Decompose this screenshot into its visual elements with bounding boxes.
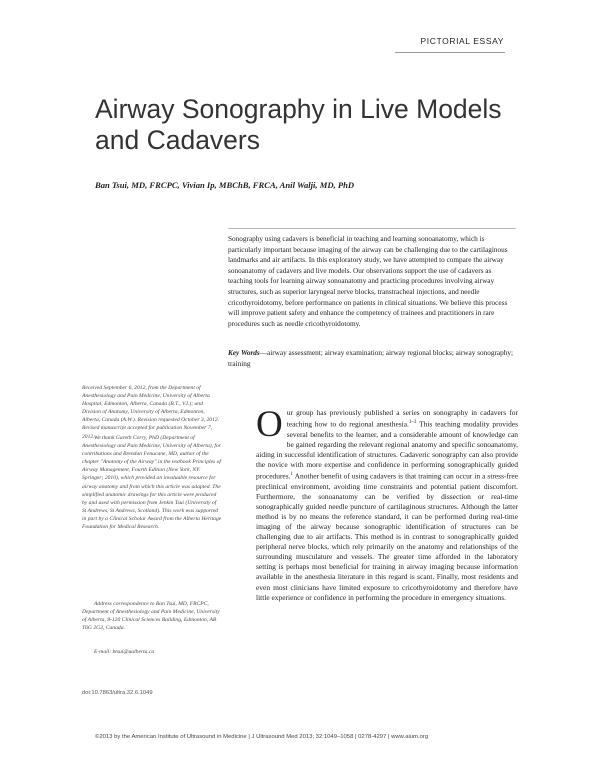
journal-footer: ©2013 by the American Institute of Ultrasound in Medicine | J Ultrasound Med 2013; 32:1049–1058 | 0278-4297 | www.aium.org [95, 734, 429, 740]
abstract: Sonography using cadavers is beneficial in teaching and learning sonoanatomy, which is particularly important because imaging of the airway can be challenging due to the cartilaginous landmarks and air artifacts. In this exploratory study, we have attempted to compare the airway sonoanatomy of cadavers and live models. Our observations support the use of cadavers as teaching tools for learning airway sonoanatomy and practicing procedures involving airway structures, such as superior laryngeal nerve blocks, transtracheal injections, and needle cricothyroidotomy, before performance on patients in clinical situations. We believe this process will improve patient safety and enhance the competency of trainees and practitioners in rare procedures such as needle cricothyroidotomy. [228, 235, 508, 328]
title-line-2: and Cadavers [95, 125, 260, 155]
title-line-1: Airway Sonography in Live Models [95, 94, 502, 124]
author-list: Ban Tsui, MD, FRCPC, Vivian Ip, MBChB, FRCA, Anil Walji, MD, PhD [95, 180, 355, 190]
received-note: Received September 6, 2012, from the Department of Anesthesiology and Pain Medicine, University of Alberta Hospital, Edmonton, Alberta, Canada (B.T., V.I.); and Division of Anatomy, University of Alberta, Edmonton, Alberta, Canada (A.W.). Revision requested October 3, 2012. Revised manuscript accepted for publication November 7, 2012. [82, 385, 220, 440]
body-part-1: This teaching modality provides several benefits to the learner, and a considerable amount of knowledge can be gained regarding the relevant regional anatomy and specific sonoanatomy, aiding in successful identification of structures. Cadaveric sonography can also provide the novice with more expertise and confidence in performing sonographically guided procedures. [256, 419, 519, 481]
drop-cap: O [256, 404, 283, 445]
body-text [256, 404, 519, 603]
section-label: PICTORIAL ESSAY [420, 36, 504, 46]
acknowledgment-note: We thank Gareth Corry, PhD (Department of Anesthesiology and Pain Medicine, University of Alberta), for contributions and Brendan Fenucane, MD, author of the chapter "Anatomy of the Airway" in the textbook Principles of Airway Management, Fourth Edition (New York, NY: Springer; 2010), which provided an invaluable resource for airway anatomy and from which this article was adapted. The simplified anatomic drawings for this article were produced by and used with permission from Jenkin Tsui (University of St Andrews, St Andrews, Scotland). This work was supported in part by a Clinical Scholar Award from the Alberta Heritage Foundation for Medical Research. [82, 435, 222, 531]
email-note: E-mail: btsui@ualberta.ca [94, 649, 155, 655]
correspondence-note: Address correspondence to Ban Tsui, MD, FRCPC, Department of Anesthesiology and Pain Medicine, University of Alberta, 8-120 Clinical Sciences Building, Edmonton, AB T6G 2G3, Canada. [82, 601, 220, 632]
body-lead: ur group has previously published a series on sonography in cadavers for teaching how to do regional anesthesia. [286, 408, 518, 429]
abstract-top-rule [228, 228, 516, 229]
keywords-label: Key Words [228, 349, 260, 357]
section-divider [395, 52, 505, 53]
article-title [95, 94, 515, 156]
keywords-text: —airway assessment; airway examination; airway regional blocks; airway sonography; training [228, 349, 514, 368]
reference-1-3: 1–3 [408, 420, 417, 426]
keywords [228, 348, 516, 369]
body-part-2: Another benefit of using cadavers is that training can occur in a stress-free preclinical environment, avoiding time constraints and potential patient discomfort. Furthermore, the sonoanatomy can be verified by dissection or real-time sonographically guided needle puncture of cartilaginous structures. Although the latter method is by no means the reference standard, it can be performed during real-time imaging of the airway because sonographic identification of structures can be challenging due to air artifacts. This method is in contrast to sonographically guided peripheral nerve blocks, which rely primarily on the anatomy and relationships of the surrounding musculature and vessels. The greater time afforded in the laboratory setting is perhaps most beneficial for training in airway imaging because information available in the anesthesia literature in this regard is scant. Finally, most residents and even most clinicians have limited exposure to cricothyroidotomy and therefore have little experience or confidence in performing the procedure in emergency situations. [256, 471, 518, 602]
doi: doi:10.7863/ultra.32.6.1049 [82, 690, 153, 696]
reference-1: 1 [290, 472, 293, 478]
